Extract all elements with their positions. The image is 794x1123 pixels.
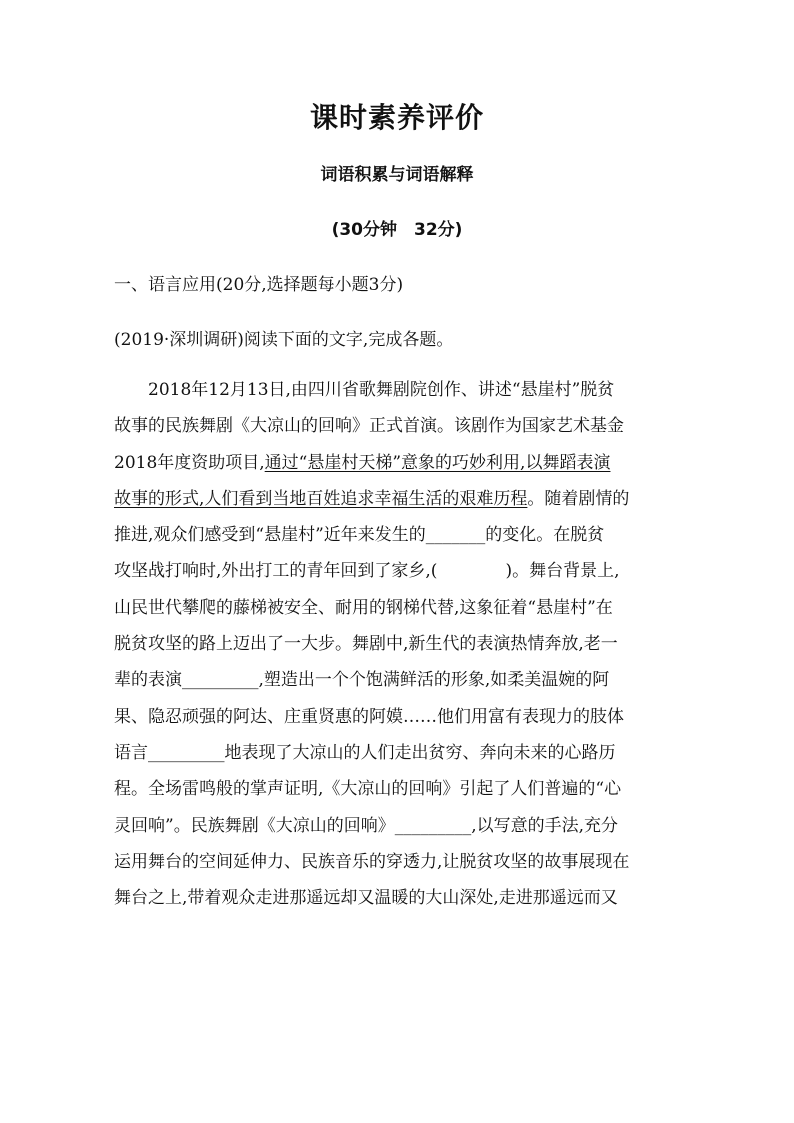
underlined-sentence: 通过“悬崖村天梯”意象的巧妙利用,以舞蹈表演: [264, 452, 611, 473]
underlined-sentence: 故事的形式,人们看到当地百姓追求幸福生活的艰难历程: [114, 488, 528, 509]
page-subtitle: 词语积累与词语解释: [320, 165, 474, 185]
page-title: 课时素养评价: [309, 101, 484, 134]
passage-line: 语言_________地表现了大凉山的人们走出贫穷、奔向未来的心路历: [114, 742, 616, 763]
passage-line: [114, 489, 684, 525]
passage-text: 2018年度资助项目,: [114, 452, 265, 473]
passage-line: 2018年12月13日,由四川省歌舞剧院创作、讲述“悬崖村”脱贫: [114, 380, 615, 400]
passage-line: 舞台之上,带着观众走进那遥远却又温暖的大山深处,走进那遥远而又: [114, 888, 618, 909]
source-line: (2019·深圳调研)阅读下面的文字,完成各题。: [114, 330, 454, 350]
passage-line: 果、隐忍顽强的阿达、庄重贤惠的阿嫫……他们用富有表现力的肢体: [114, 706, 624, 727]
passage-line: 脱贫攻坚的路上迈出了一大步。舞剧中,新生代的表演热情奔放,老一: [114, 634, 618, 655]
passage-line: 运用舞台的空间延伸力、民族音乐的穿透力,让脱贫攻坚的故事展现在: [114, 851, 630, 872]
passage-line: 辈的表演_________,塑造出一个个饱满鲜活的形象,如柔美温婉的阿: [114, 670, 610, 691]
passage-line: 攻坚战打响时,外出打工的青年回到了家乡,( )。舞台背景上,: [114, 561, 620, 582]
passage-text: 。随着剧情的: [527, 488, 630, 509]
time-limit: (30分钟 32分): [331, 220, 463, 240]
section-heading: 一、语言应用(20分,选择题每小题3分): [114, 275, 404, 295]
passage-line: [114, 453, 684, 489]
passage-line: 灵回响”。民族舞剧《大凉山的回响》_________,以写意的手法,充分: [114, 815, 618, 836]
passage-line: 程。全场雷鸣般的掌声证明,《大凉山的回响》引起了人们普遍的“心: [114, 779, 622, 800]
passage-line: 山民世代攀爬的藤梯被安全、耐用的钢梯代替,这象征着“悬崖村”在: [114, 597, 613, 618]
reading-passage: [114, 380, 684, 924]
passage-line: 故事的民族舞剧《大凉山的回响》正式首演。该剧作为国家艺术基金: [114, 416, 624, 437]
passage-line: 推进,观众们感受到“悬崖村”近年来发生的_______的变化。在脱贫: [114, 525, 605, 546]
